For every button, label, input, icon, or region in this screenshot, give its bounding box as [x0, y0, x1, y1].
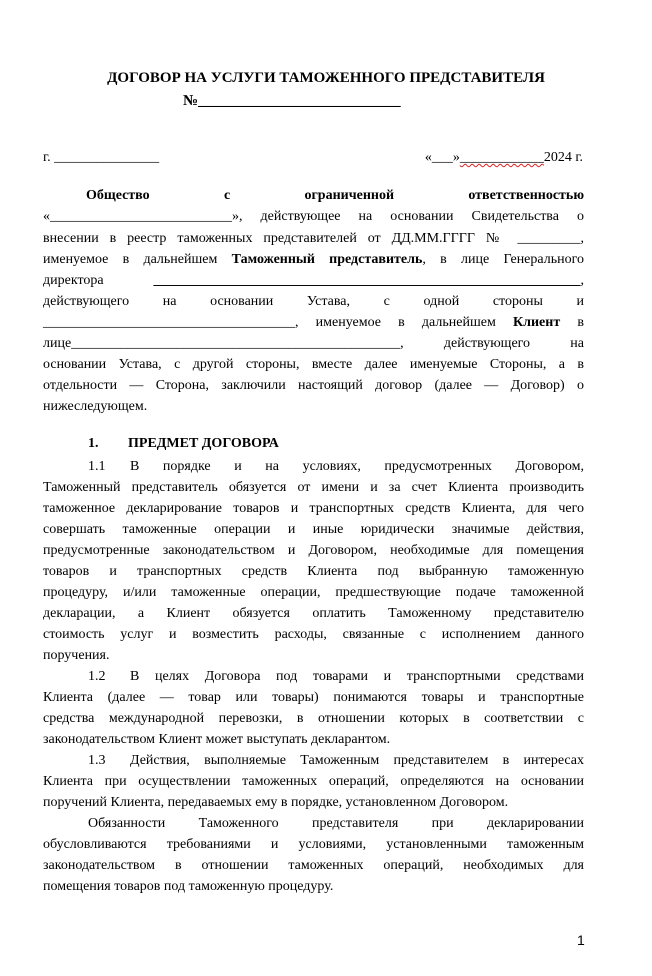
preamble-word: с [223, 188, 231, 203]
clause-text: В целях Договора под товарами и транспортными средствами [130, 669, 584, 684]
clause-1-1-line: стоимость услуг и возместить расходы, связанные с исполнением данного [43, 627, 584, 642]
paragraph-line: Обязанности Таможенного представителя при декларировании [88, 816, 584, 831]
preamble-line-5 [43, 270, 584, 291]
clause-1-2-line: Клиента (далее — товар или товары) понимаются товары и транспортные [43, 690, 584, 705]
preamble-word: ответственностью [468, 188, 585, 203]
text-span: ____________________________________, именуемое в дальнейшем [43, 315, 513, 330]
paragraph-line: помещения товаров под таможенную процедуру. [43, 879, 334, 894]
clause-1-1-line: Таможенный представитель обязуется от имени и за счет Клиента производить [43, 480, 584, 495]
clause-text: Действия, выполняемые Таможенным представителем в интересах [130, 753, 584, 768]
paragraph-line: законодательством в отношении таможенных операций, необходимых для [43, 858, 584, 873]
clause-1-1-line: товаров и транспортных средств Клиента под выбранную таможенную [43, 564, 584, 579]
clause-1-3-line [43, 750, 584, 771]
clause-1-3-line: поручений Клиента, передаваемых ему в порядке, установленном Договором. [43, 795, 509, 810]
text-span: , [580, 273, 584, 288]
clause-1-2-line: законодательством Клиент может выступать декларантом. [43, 732, 391, 747]
clause-1-1-line: поручения. [43, 648, 110, 663]
clause-1-1-line: процедуру, и/или таможенные операции, предшествующие подаче таможенной [43, 585, 584, 600]
page-number: 1 [577, 932, 585, 948]
preamble-line-8: лице_______________________________________________, действующего на [43, 336, 584, 351]
clause-1-1-line: предусмотренные законодательством и Договором, необходимые для помещения [43, 543, 584, 558]
preamble-line-9: основании Устава, с другой стороны, вместе далее именуемые Стороны, а в [43, 357, 584, 372]
paragraph-line: обусловливаются требованиями и условиями, установленными таможенным [43, 837, 584, 852]
text-span: в [560, 315, 584, 330]
title-line-1: ДОГОВОР НА УСЛУГИ ТАМОЖЕННОГО ПРЕДСТАВИТЕЛЯ [107, 70, 545, 86]
party-name-representative: Таможенный представитель [231, 252, 423, 267]
director-blank: _____________________________________________________________ [153, 273, 581, 288]
section-number: 1. [88, 436, 99, 451]
date-field [425, 147, 583, 168]
contract-title [0, 68, 652, 111]
clause-1-3-line: Клиента при осуществлении таможенных операций, определяются на основании [43, 774, 584, 789]
clause-number: 1.1 [88, 459, 106, 474]
text-span: директора [43, 273, 154, 288]
clause-number: 1.3 [88, 753, 106, 768]
clause-1-1-line [43, 456, 584, 477]
party-name-client: Клиент [512, 315, 561, 330]
clause-1-1-line: декларации, а Клиент обязуется оплатить Таможенному представителю [43, 606, 584, 621]
date-year: 2024 г. [543, 150, 583, 165]
clause-text: В порядке и на условиях, предусмотренных Договором, [130, 459, 584, 474]
preamble-word: Общество [86, 188, 150, 203]
preamble-line-2: «__________________________», действующее на основании Свидетельства о [43, 209, 584, 224]
preamble-line-10: отдельности — Сторона, заключили настоящий договор (далее — Договор) о [43, 378, 584, 393]
text-span: именуемое в дальнейшем [43, 252, 232, 267]
preamble-line-11: нижеследующем. [43, 399, 148, 414]
section-title: ПРЕДМЕТ ДОГОВОРА [128, 436, 279, 451]
clause-number: 1.2 [88, 669, 106, 684]
clause-1-1-line: таможенное декларирование товаров и транспортных средств Клиента, для чего [43, 501, 584, 516]
text-span: , в лице Генерального [422, 252, 584, 267]
clause-1-2-line [43, 666, 584, 687]
preamble-line-6: действующего на основании Устава, с одной стороны и [43, 294, 584, 309]
contract-number-line: №___________________________ [183, 93, 401, 109]
preamble-line-7 [43, 312, 584, 333]
preamble-line-4 [43, 249, 584, 270]
clause-1-1-line: совершать таможенные операции и иные юридически значимые действия, [43, 522, 584, 537]
preamble-word: ограниченной [304, 188, 395, 203]
clause-1-2-line: средства международной перевозки, в отношении которых в соответствии с [43, 711, 584, 726]
section-heading [88, 433, 279, 454]
date-month-blank: ____________ [459, 150, 544, 165]
preamble-line-1 [43, 185, 584, 206]
preamble-line-3: внесении в реестр таможенных представителей от ДД.ММ.ГГГГ № _________, [43, 231, 584, 246]
city-field: г. _______________ [43, 150, 160, 165]
date-day: «___» [424, 150, 460, 165]
